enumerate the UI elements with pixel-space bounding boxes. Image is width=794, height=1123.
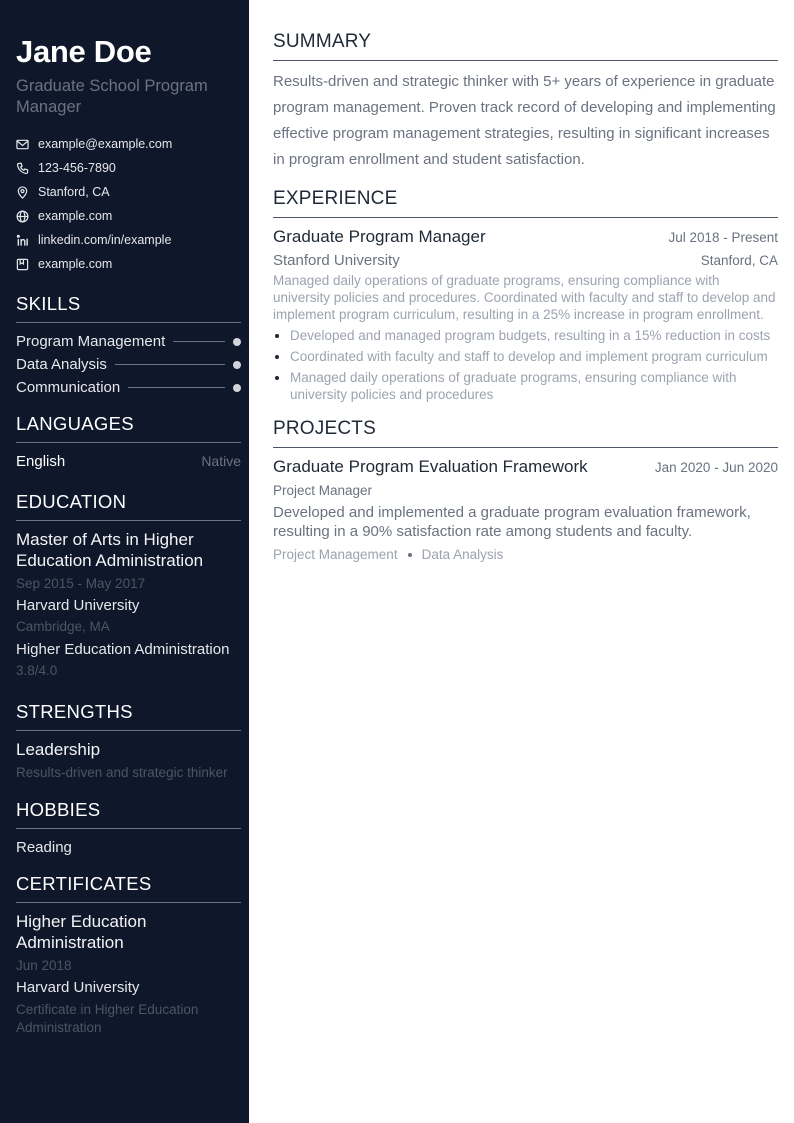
job-bullets (273, 327, 778, 403)
contact-text: example.com (38, 209, 113, 223)
section-heading: EDUCATION (16, 490, 241, 521)
summary-section (273, 30, 778, 173)
project-desc: Developed and implemented a graduate program evaluation framework, resulting in a 90% satisfaction rate among students and faculty. (273, 504, 751, 540)
skill-label: Communication (16, 379, 121, 396)
sidebar (0, 0, 249, 1123)
education-dates: Sep 2015 - May 2017 (16, 576, 146, 591)
strengths-section (16, 700, 241, 782)
globe-icon (16, 210, 29, 223)
candidate-name: Jane Doe (16, 34, 152, 69)
list-item: • Coordinated with faculty and staff to develop and implement program curriculum (290, 348, 778, 365)
education-school: Harvard University (16, 597, 140, 614)
language-name: English (16, 453, 66, 470)
skill-item (16, 330, 241, 353)
strength-title: Leadership (16, 740, 101, 759)
skill-label: Program Management (16, 333, 166, 350)
skills-section (16, 292, 241, 399)
project-dates: Jan 2020 - Jun 2020 (654, 460, 778, 475)
section-heading: HOBBIES (16, 798, 241, 829)
bookmark-icon (16, 258, 29, 271)
summary-text: Results-driven and strategic thinker with 5+ years of experience in graduate program management. Proven track record of developing and implementing effective program management strategies, resulting in significant increases in program enrollment and student satisfaction. (273, 73, 776, 168)
hobby-item: Reading (16, 839, 72, 856)
linkedin-icon (16, 234, 29, 247)
education-section (16, 490, 241, 680)
mail-icon (16, 138, 29, 151)
section-heading: PROJECTS (273, 417, 778, 448)
phone-icon (16, 162, 29, 175)
education-location: Cambridge, MA (16, 619, 110, 634)
contact-text: Stanford, CA (38, 185, 110, 199)
certificates-section (16, 872, 241, 1037)
education-field: Higher Education Administration (16, 641, 230, 658)
skill-item (16, 353, 241, 376)
skill-level-dot (233, 361, 241, 369)
education-gpa: 3.8/4.0 (16, 663, 58, 678)
contact-email[interactable] (16, 132, 241, 156)
projects-section (273, 417, 778, 562)
experience-section (273, 187, 778, 403)
certificate-issuer: Harvard University (16, 979, 140, 996)
job-desc: Managed daily operations of graduate programs, ensuring compliance with university policies and procedures. Coordinated with faculty and staff to develop and implement program curriculum, resulting in a 25% increase in program enrollment. (273, 273, 776, 322)
project-tags (273, 547, 778, 562)
contact-website[interactable] (16, 204, 241, 228)
strength-desc: Results-driven and strategic thinker (16, 765, 228, 780)
project-tag: Project Management (273, 547, 398, 562)
list-item: • Developed and managed program budgets, resulting in a 15% reduction in costs (290, 327, 778, 344)
project-tag: Data Analysis (421, 547, 504, 562)
language-level: Native (201, 453, 241, 469)
contact-linkedin[interactable] (16, 228, 241, 252)
education-degree: Master of Arts in Higher Education Administration (16, 530, 204, 570)
skill-level-dot (233, 338, 241, 346)
skill-item (16, 376, 241, 399)
job-location: Stanford, CA (700, 253, 778, 268)
contact-text: linkedin.com/in/example (38, 233, 172, 247)
project-role: Project Manager (273, 483, 373, 498)
contact-portfolio[interactable] (16, 252, 241, 276)
candidate-role: Graduate School Program Manager (16, 77, 208, 116)
skill-level-dot (233, 384, 241, 392)
contact-list (16, 132, 241, 276)
section-heading: SKILLS (16, 292, 241, 323)
certificate-title: Higher Education Administration (16, 912, 147, 952)
languages-section (16, 412, 241, 470)
section-heading: STRENGTHS (16, 700, 241, 731)
job-org: Stanford University (273, 252, 400, 269)
section-heading: LANGUAGES (16, 412, 241, 443)
hobbies-section (16, 798, 241, 858)
contact-text: 123-456-7890 (38, 161, 116, 175)
location-icon (16, 186, 29, 199)
list-item: • Managed daily operations of graduate programs, ensuring compliance with university policies and procedures (290, 369, 778, 403)
language-item (16, 453, 241, 470)
section-heading: EXPERIENCE (273, 187, 778, 218)
section-heading: SUMMARY (273, 30, 778, 61)
contact-phone[interactable] (16, 156, 241, 180)
certificate-desc: Certificate in Higher Education Administration (16, 1002, 199, 1035)
job-dates: Jul 2018 - Present (668, 230, 778, 245)
certificate-date: Jun 2018 (16, 958, 72, 973)
section-heading: CERTIFICATES (16, 872, 241, 903)
project-title: Graduate Program Evaluation Framework (273, 457, 588, 476)
job-title: Graduate Program Manager (273, 227, 486, 246)
skill-label: Data Analysis (16, 356, 107, 373)
main-content (273, 30, 778, 562)
contact-text: example.com (38, 257, 113, 271)
contact-text: example@example.com (38, 137, 173, 151)
contact-location[interactable] (16, 180, 241, 204)
